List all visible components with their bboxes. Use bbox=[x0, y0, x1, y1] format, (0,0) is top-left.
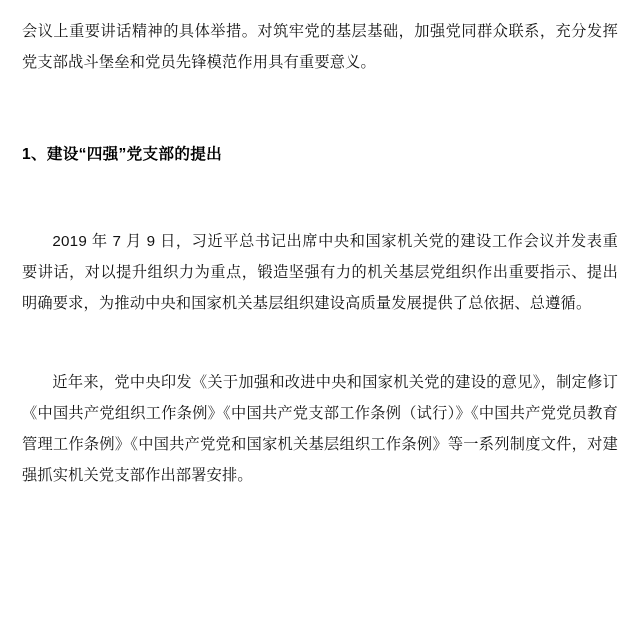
paragraph-recent-documents: 近年来，党中央印发《关于加强和改进中央和国家机关党的建设的意见》，制定修订《中国共产党组织工作条例》《中国共产党支部工作条例（试行）》《中国共产党党员教育管理工作条例》《中国共产党党和国家机关基层组织工作条例》等一系列制度文件，对建强抓实机关党支部作出部署安排。 bbox=[22, 374, 618, 484]
paragraph-gap-2 bbox=[22, 170, 618, 226]
section-heading-1: 1、建设“四强”党支部的提出 bbox=[22, 146, 222, 163]
paragraph-2019-meeting: 2019 年 7 月 9 日，习近平总书记出席中央和国家机关党的建设工作会议并发表重要讲话，对以提升组织力为重点，锻造坚强有力的机关基层党组织作出重要指示、提出明确要求，为推动中央和国家机关基层组织建设高质量发展提供了总依据、总遵循。 bbox=[22, 233, 618, 312]
paragraph-gap-3 bbox=[22, 319, 618, 367]
paragraph-intro: 会议上重要讲话精神的具体举措。对筑牢党的基层基础，加强党同群众联系，充分发挥党支部战斗堡垒和党员先锋模范作用具有重要意义。 bbox=[22, 23, 618, 71]
paragraph-gap-1 bbox=[22, 78, 618, 140]
